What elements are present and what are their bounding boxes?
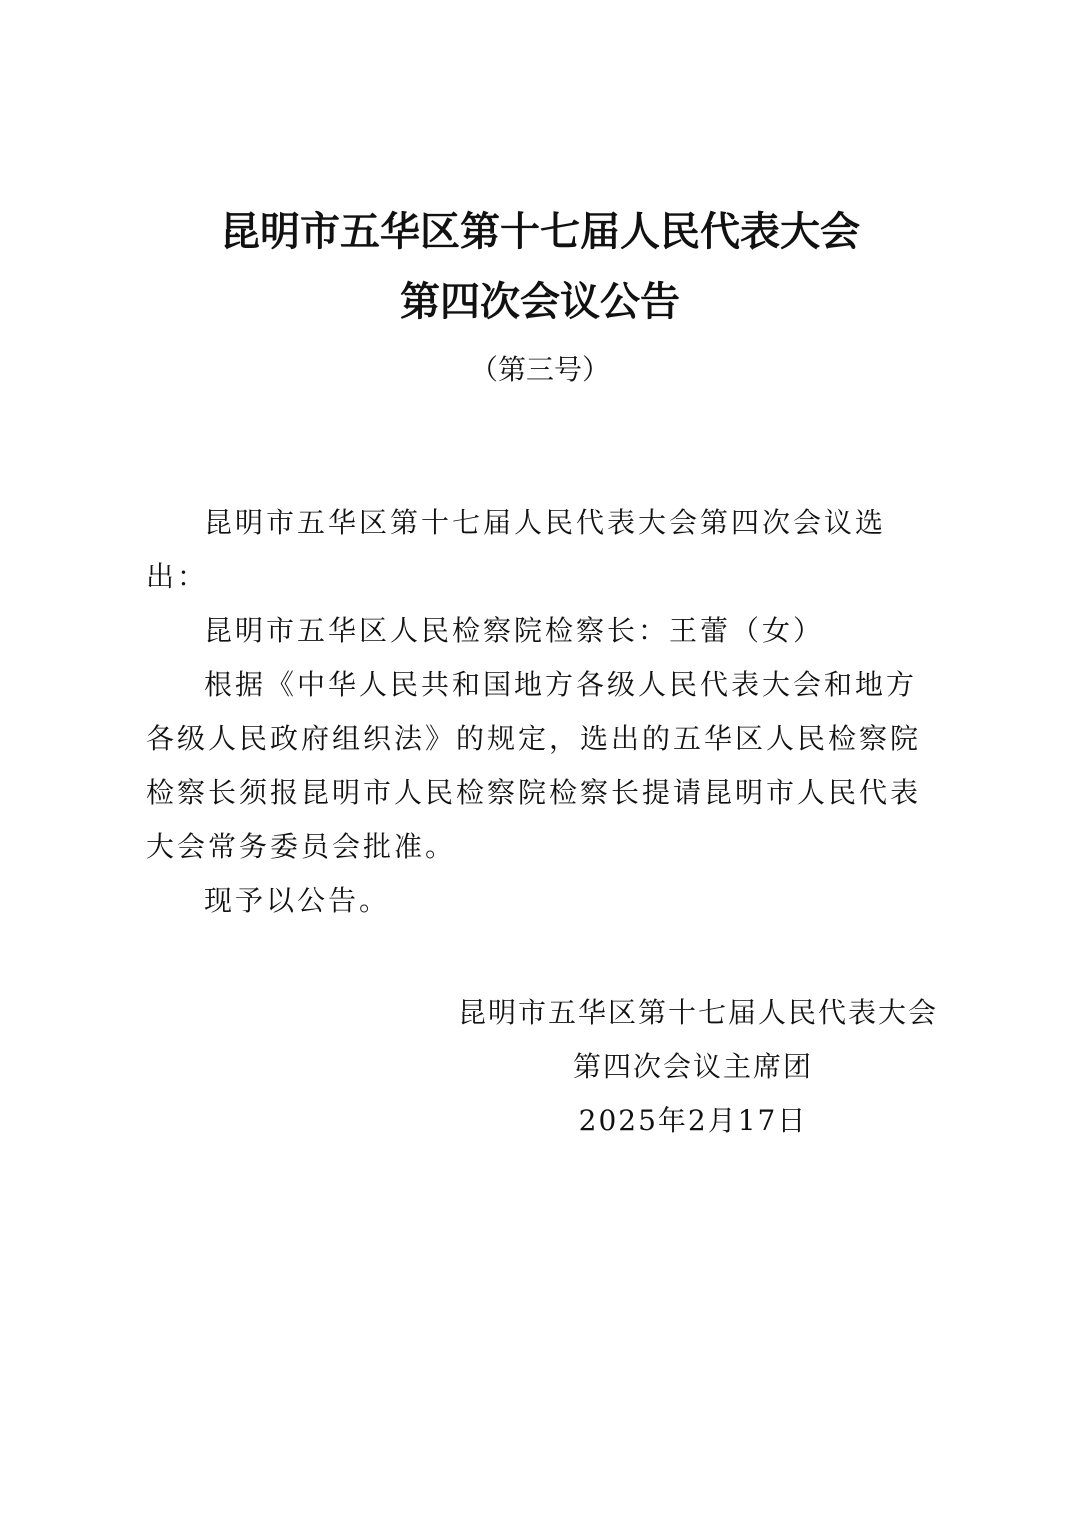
title-line-2: 第四次会议公告 bbox=[400, 278, 680, 325]
paragraph-legal-basis: 根据《中华人民共和国地方各级人民代表大会和地方各级人民政府组织法》的规定，选出的五华区人民检察院检察长须报昆明市人民检察院检察长提请昆明市人民代表大会常务委员会批准。 bbox=[146, 668, 922, 863]
signature-org-line-1: 昆明市五华区第十七届人民代表大会 bbox=[458, 996, 939, 1029]
title-line-1: 昆明市五华区第十七届人民代表大会 bbox=[220, 208, 860, 255]
signature-org-line-2: 第四次会议主席团 bbox=[572, 1050, 813, 1083]
signature-date: 2025年2月17日 bbox=[578, 1104, 808, 1137]
signature-block bbox=[458, 986, 939, 1148]
announcement-number: （第三号） bbox=[469, 353, 610, 386]
paragraph-elected-person: 昆明市五华区人民检察院检察长：王蕾（女） bbox=[204, 614, 825, 647]
paragraph-closing: 现予以公告。 bbox=[204, 884, 391, 917]
paragraph-elected-intro: 昆明市五华区第十七届人民代表大会第四次会议选出： bbox=[146, 506, 887, 593]
announcement-body bbox=[146, 496, 946, 928]
